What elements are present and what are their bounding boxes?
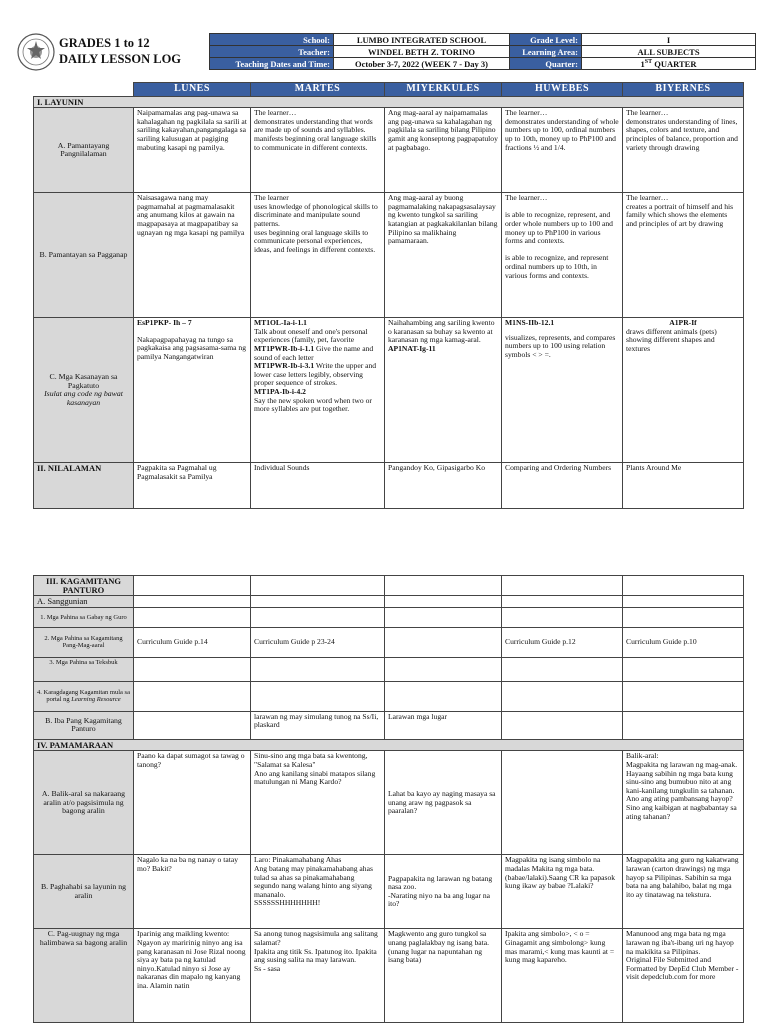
- lesson-table-bottom: [33, 575, 744, 1023]
- pag-uugnay-label: C. Pag-uugnay ng mga halimbawa sa bagong aralin: [34, 929, 134, 1023]
- school-value: LUMBO INTEGRATED SCHOOL: [334, 34, 510, 46]
- text-ap: Naihahambing ang sariling kwento o karanasan sa buhay sa kwento at karanasan ng mga kamag-aral.: [388, 318, 495, 345]
- kasanayan-sublabel: Isulat ang code ng bawat kasanayan: [44, 389, 123, 407]
- day-miyerkules: MIYERKULES: [385, 83, 502, 97]
- text-arts: draws different animals (pets) showing different shapes and textures: [626, 326, 717, 353]
- balik-aral-miyerkules: Lahat ba kayo ay naging masaya sa unang araw ng pagpasok sa paaralan?: [385, 751, 502, 855]
- row-label-pamantayan-sa-pagganap: B. Pamantayan sa Pagganap: [34, 193, 134, 318]
- nilalaman-lunes: Pagpakita sa Pagmahal ug Pagmalasakit sa Pamilya: [134, 463, 251, 509]
- grade-label: Grade Level:: [510, 34, 582, 46]
- balik-aral-biyernes: Balik-aral: Magpakita ng larawan ng mag-anak. Hayaang sabihin ng mga bata kung sinu-sino ang bumubuo nito at ang kani-kanilang tungkulin sa tahanan. Ano ang ating pambansang hayop? Sino ang kaibigan at nagbabantay sa ating tahanan?: [623, 751, 744, 855]
- section-layunin: I. LAYUNIN: [34, 96, 744, 108]
- title-line-1: GRADES 1 to 12: [59, 36, 150, 50]
- cell-a-martes: The learner… demonstrates understanding that words are made up of sounds and syllables. manifests beginning oral language skills to communicate in different contexts.: [251, 108, 385, 193]
- nilalaman-miyerkules: Pangandoy Ko, Gipasigarbo Ko: [385, 463, 502, 509]
- text-mt1ol: Talk about oneself and one's personal experiences (family, pet, favorite: [254, 326, 368, 345]
- title-line-2: DAILY LESSON LOG: [59, 52, 182, 66]
- section-kagamitang-panturo: III. KAGAMITANG PANTURO: [34, 576, 134, 596]
- ref-lunes: Curriculum Guide p.14: [134, 627, 251, 657]
- text-math: visualizes, represents, and compares numbers up to 100 using relation symbols < > =.: [505, 332, 616, 359]
- sanggunian-label: A. Sanggunian: [34, 596, 134, 608]
- text-esp: Nakapagpapahayag na tungo sa pagkakaisa ang pagsasama-sama ng pamilya Nangangatwiran: [137, 334, 247, 361]
- day-biyernes: BIYERNES: [623, 83, 744, 97]
- text-mt1pa: Say the new spoken word when two or more syllables are put together.: [254, 395, 372, 414]
- ref-miyerkules: [385, 627, 502, 657]
- cell-a-huwebes: The learner… demonstrates understanding of whole numbers up to 100, ordinal numbers up to 10th, money up to PhP100 and fractions ½ and 1/4.: [502, 108, 623, 193]
- gabay-guro-label: 1. Mga Pahina sa Gabay ng Guro: [34, 607, 134, 627]
- text-mt1pwr-3: Write the upper and lower case letters legibly, observing proper sequence of strokes.: [254, 361, 377, 388]
- iba-miyerkules: Larawan mga lugar: [385, 711, 502, 739]
- cell-b-huwebes: The learner… is able to recognize, represent, and order whole numbers up to 100 and money up to PhP100 in various forms and contexts. is able to recognize, and represent ordinal numbers up to 10th, in various forms and contexts.: [502, 193, 623, 318]
- cell-b-miyerkules: Ang mag-aaral ay buong pagmamalaking nakapagsasalaysay ng kwento tungkol sa sariling katangian at pagkakakilanlan bilang Pilipino sa malikhaing pamamaraan.: [385, 193, 502, 318]
- deped-seal-icon: [17, 33, 55, 71]
- cell-c-martes: [251, 318, 385, 463]
- header-info-table: [209, 33, 756, 70]
- ref-martes: Curriculum Guide p 23-24: [251, 627, 385, 657]
- cell-a-miyerkules: Ang mag-aaral ay naipamamalas ang pag-unawa sa kahalagahan ng pagkilala sa sariling bilang Pilipino gamit ang konseptong pagpapatuloy at pagbabago.: [385, 108, 502, 193]
- section-nilalaman: II. NILALAMAN: [34, 463, 134, 509]
- cell-b-biyernes: The learner… creates a portrait of himself and his family which shows the elements and principles of art by drawing: [623, 193, 744, 318]
- iba-pang-kagamitan-label: B. Iba Pang Kagamitang Panturo: [34, 711, 134, 739]
- ref-huwebes: Curriculum Guide p.12: [502, 627, 623, 657]
- section-pamamaraan: IV. PAMAMARAAN: [34, 739, 744, 751]
- row-label-kasanayan: [34, 318, 134, 463]
- code-mt1pwr-3: MT1PWR-Ib-i-3.1: [254, 361, 315, 371]
- teksbuk-label: 3. Mga Pahina sa Teksbuk: [34, 657, 134, 681]
- dates-label: Teaching Dates and Time:: [210, 58, 334, 70]
- ref-biyernes: Curriculum Guide p.10: [623, 627, 744, 657]
- area-value: ALL SUBJECTS: [582, 46, 756, 58]
- nilalaman-huwebes: Comparing and Ordering Numbers: [502, 463, 623, 509]
- iba-huwebes: [502, 711, 623, 739]
- header: [17, 33, 768, 73]
- code-mt1pwr-1: MT1PWR-Ib-i-1.1: [254, 343, 315, 353]
- balik-aral-lunes: Paano ka dapat sumagot sa tawag o tanong?: [134, 751, 251, 855]
- cell-b-lunes: Naisasagawa nang may pagmamahal at pagmamalasakit ang anumang kilos at gawain na magpapasaya at magpapatibay sa ugnayan ng mga kasapi ng pamilya: [134, 193, 251, 318]
- paghahabi-label: B. Paghahabi sa layunin ng aralin: [34, 855, 134, 929]
- cell-c-biyernes: [623, 318, 744, 463]
- paghahabi-martes: Laro: Pinakamahabang Ahas Ang batang may pinakamahabang ahas tulad sa ahas sa pinakamahabang segundo nang walang hinto ang siyang mananalo. SSSSSSHHHHHHH!: [251, 855, 385, 929]
- paghahabi-biyernes: Magpapakita ang guro ng kakatwang larawan (carton drawings) ng mga hayop sa Pilipinas. Sabihin sa mga bata na ang balahibo, balat ng mga ito ay tinatawag na tekstura.: [623, 855, 744, 929]
- teacher-value: WINDEL BETH Z. TORINO: [334, 46, 510, 58]
- code-arts: A1PR-If: [669, 318, 697, 328]
- iba-lunes: [134, 711, 251, 739]
- kagamitang-pang-mag-aaral-label: 2. Mga Pahina sa Kagamitang Pang-Mag-aaral: [34, 627, 134, 657]
- nilalaman-martes: Individual Sounds: [251, 463, 385, 509]
- cell-c-lunes: [134, 318, 251, 463]
- day-huwebes: HUWEBES: [502, 83, 623, 97]
- school-label: School:: [210, 34, 334, 46]
- text-mt1pwr-1: Give the name and sound of each letter: [254, 343, 374, 362]
- quarter-label: Quarter:: [510, 58, 582, 70]
- pag-uugnay-lunes: Iparinig ang maikling kwento: Ngayon ay maririnig ninyo ang isa pang karanasan ni Jose Rizal noong siya ay bata pa ng katulad ninyo.Katulad ninyo si Jose ay nakaranas din mapalo ng kanyang ina. Alamin natin: [134, 929, 251, 1023]
- iba-martes: larawan ng may simulang tunog na Ss/Ii, plaskard: [251, 711, 385, 739]
- quarter-value: 1ST QUARTER: [582, 58, 756, 70]
- paghahabi-lunes: Nagalo ka na ba ng nanay o tatay mo? Bakit?: [134, 855, 251, 929]
- row-label-pamantayang-pangnilalaman: A. Pamantayang Pangnilalaman: [34, 108, 134, 193]
- teacher-label: Teacher:: [210, 46, 334, 58]
- cell-c-huwebes: [502, 318, 623, 463]
- paghahabi-huwebes: Magpakita ng isang simbolo na madalas Makita ng mga bata.(babae/lalaki).Saang CR ka papasok kung ikaw ay babae ?Lalaki?: [502, 855, 623, 929]
- code-mt1ol: MT1OL-Ia-i-1.1: [254, 318, 307, 328]
- cell-a-biyernes: The learner… demonstrates understanding of lines, shapes, colors and texture, and principles of balance, proportion and variety through drawing: [623, 108, 744, 193]
- dates-value: October 3-7, 2022 (WEEK 7 - Day 3): [334, 58, 510, 70]
- code-mt1pa: MT1PA-Ib-i-4.2: [254, 386, 306, 396]
- lesson-table-top: [33, 82, 744, 509]
- nilalaman-biyernes: Plants Around Me: [623, 463, 744, 509]
- iba-biyernes: [623, 711, 744, 739]
- cell-b-martes: The learner uses knowledge of phonological skills to discriminate and manipulate sound patterns. uses beginning oral language skills to communicate personal experiences, ideas, and feelings in different contexts.: [251, 193, 385, 318]
- pag-uugnay-huwebes: Ipakita ang simbolo>, < o = Ginagamit ang simbolong> kung mas marami,< kung mas kaunti at = kung mag kapareho.: [502, 929, 623, 1023]
- code-esp: EsP1PKP- Ih – 7: [137, 318, 192, 328]
- kasanayan-label: C. Mga Kasanayan sa Pagkatuto: [49, 372, 118, 390]
- pag-uugnay-miyerkules: Magkwento ang guro tungkol sa unang paglalakbay ng isang bata. (unang lugar na napuntahan ng isang bata): [385, 929, 502, 1023]
- balik-aral-label: A. Balik-aral sa nakaraang aralin at/o pagsisimula ng bagong aralin: [34, 751, 134, 855]
- karagdagang-kagamitan-label: 4. Karagdagang Kagamitan mula sa portal ng Learning Resource: [34, 681, 134, 711]
- day-lunes: LUNES: [134, 83, 251, 97]
- cell-a-lunes: Naipamamalas ang pag-unawa sa kahalagahan ng pagkilala sa sarili at sariling kakayahan,pangangalaga sa sariling kalusugan at pagiging mabuting kasapi ng pamilya.: [134, 108, 251, 193]
- pag-uugnay-martes: Sa anong tunog nagsisimula ang salitang salamat? Ipakita ang titik Ss. Ipatunog ito. Ipakita ang susing salita na may larawan. Ss - sasa: [251, 929, 385, 1023]
- cell-c-miyerkules: [385, 318, 502, 463]
- paghahabi-miyerkules: Pagpapakita ng larawan ng batang nasa zoo. -Narating niyo na ba ang lugar na ito?: [385, 855, 502, 929]
- grade-value: I: [582, 34, 756, 46]
- code-ap: AP1NAT-Ig-11: [388, 343, 436, 353]
- balik-aral-huwebes: [502, 751, 623, 855]
- day-martes: MARTES: [251, 83, 385, 97]
- area-label: Learning Area:: [510, 46, 582, 58]
- pag-uugnay-biyernes: Manunood ang mga bata ng mga larawan ng iba't-ibang uri ng hayop na makikita sa Pilipinas. Original File Submitted and Formatted by DepEd Club Member - visit depedclub.com for more: [623, 929, 744, 1023]
- document-title: [59, 35, 205, 71]
- balik-aral-martes: Sinu-sino ang mga bata sa kwentong, "Salamat sa Kalesa" Ano ang kanilang sinabi matapos silang matulungan ni Mang Kardo?: [251, 751, 385, 855]
- code-math: M1NS-IIb-12.1: [505, 318, 555, 328]
